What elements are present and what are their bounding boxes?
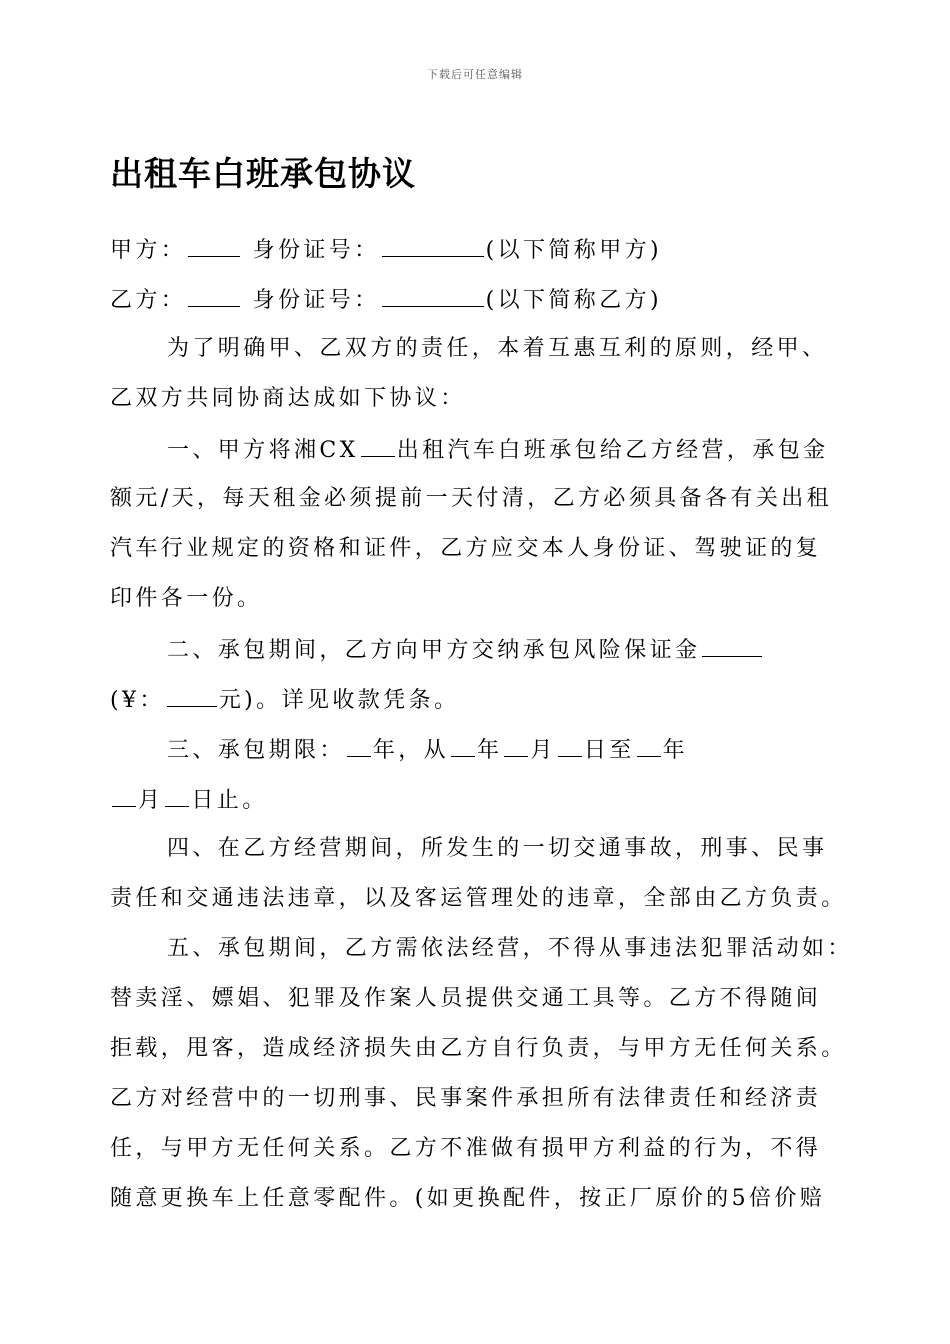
start-day-text: 日至 [583, 738, 635, 763]
end-year-text: 年 [662, 738, 689, 763]
clause-2-prefix: (¥： [110, 688, 165, 713]
clause-1-line-2: 额元/天，每天租金必须提前一天付清，乙方必须具备各有关出租 [110, 486, 833, 511]
end-month-blank [112, 784, 136, 807]
party-a-name-blank [188, 234, 240, 257]
term-years-blank [347, 734, 371, 757]
intro-line-1: 为了明确甲、乙双方的责任，本着互惠互利的原则，经甲、 [167, 336, 828, 361]
clause-2-suffix: 元)。详见收款凭条。 [218, 688, 460, 713]
party-a-id-label: 身份证号： [252, 238, 380, 263]
party-a-id-blank [382, 234, 484, 257]
start-year-blank [451, 734, 475, 757]
clause-3-line-2 [110, 784, 268, 816]
start-month-text: 月 [530, 738, 556, 763]
clause-1-line-1 [167, 434, 829, 466]
clause-3-prefix: 三、承包期限： [167, 738, 345, 763]
clause-5-line-5: 任，与甲方无任何关系。乙方不准做有损甲方利益的行为，不得 [110, 1136, 822, 1161]
plate-number-blank [361, 434, 395, 457]
start-month-blank [504, 734, 528, 757]
party-a-line [110, 234, 662, 266]
clause-4-line-2: 责任和交通违法违章，以及客运管理处的违章，全部由乙方负责。 [110, 886, 847, 911]
party-b-id-blank [382, 284, 484, 307]
party-b-label: 乙方： [110, 288, 187, 313]
clause-3-line-1 [167, 734, 688, 766]
document-title: 出租车白班承包协议 [110, 154, 416, 193]
party-a-suffix: (以下简称甲方) [485, 238, 662, 263]
clause-5-line-4: 乙方对经营中的一切刑事、民事案件承担所有法律责任和经济责 [110, 1086, 822, 1111]
clause-5-line-2: 替卖淫、嫖娼、犯罪及作案人员提供交通工具等。乙方不得随间 [110, 986, 822, 1011]
party-b-name-blank [188, 284, 240, 307]
clause-1-line-3: 汽车行业规定的资格和证件，乙方应交本人身份证、驾驶证的复 [110, 536, 822, 561]
clause-5-line-6: 随意更换车上任意零配件。(如更换配件，按正厂原价的5倍价赔 [110, 1186, 826, 1211]
party-b-id-label: 身份证号： [252, 288, 380, 313]
deposit-yuan-blank [167, 684, 217, 707]
clause-2-line-2 [110, 684, 459, 716]
start-year-text: 年 [477, 738, 503, 763]
clause-2-text: 二、承包期间，乙方向甲方交纳承包风险保证金 [167, 638, 701, 663]
party-a-label: 甲方： [110, 238, 187, 263]
start-day-blank [558, 734, 582, 757]
end-day-blank [165, 784, 189, 807]
end-day-text: 日止。 [191, 788, 268, 813]
clause-4-line-1: 四、在乙方经营期间，所发生的一切交通事故，刑事、民事 [167, 836, 828, 861]
clause-1-part-2: 出租汽车白班承包给乙方经营，承包金 [396, 438, 829, 463]
term-year-text: 年，从 [372, 738, 450, 763]
deposit-amount-blank [702, 634, 762, 657]
header-note: 下载后可任意编辑 [427, 68, 523, 81]
clause-1-part-1: 一、甲方将湘CX [167, 438, 359, 463]
party-b-line [110, 284, 662, 316]
clause-5-line-3: 拒载，甩客，造成经济损失由乙方自行负责，与甲方无任何关系。 [110, 1036, 847, 1061]
end-month-text: 月 [138, 788, 164, 813]
clause-2-line-1 [167, 634, 764, 666]
clause-5-line-1: 五、承包期间，乙方需依法经营，不得从事违法犯罪活动如： [167, 936, 853, 961]
party-b-suffix: (以下简称乙方) [485, 288, 662, 313]
intro-line-2: 乙双方共同协商达成如下协议： [110, 386, 466, 411]
end-year-blank [637, 734, 661, 757]
clause-1-line-4: 印件各一份。 [110, 586, 263, 611]
